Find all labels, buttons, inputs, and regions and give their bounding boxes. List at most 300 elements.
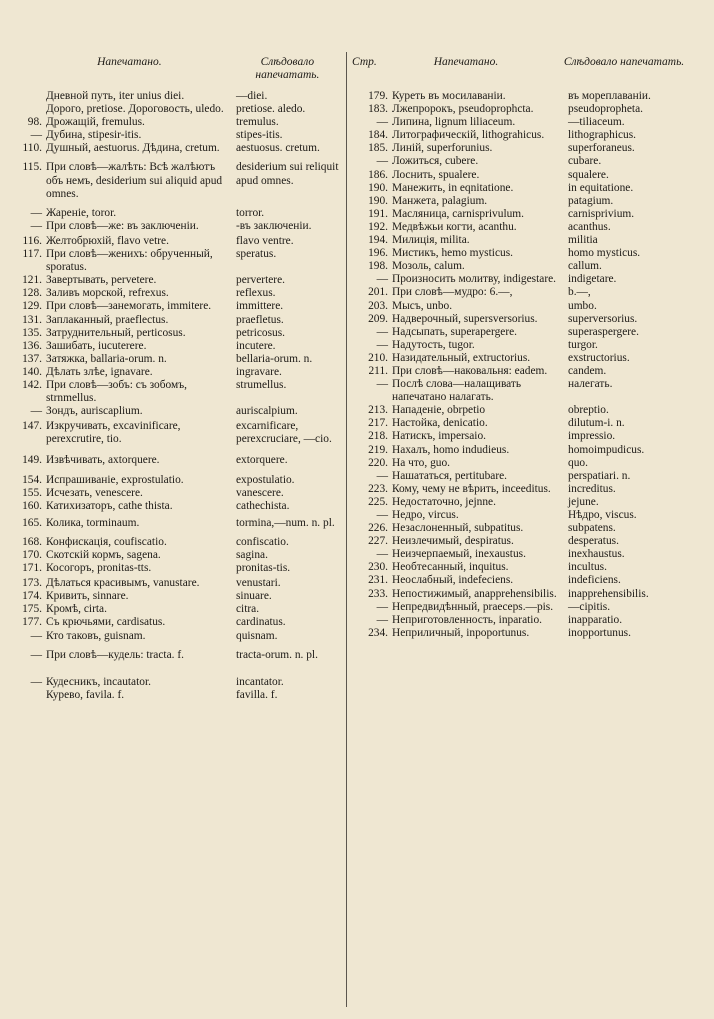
page-number: 170. — [22, 549, 42, 561]
printed-text: При словѣ—женихъ: обрученный, sporatus. — [46, 248, 213, 274]
page-number: 217. — [368, 417, 388, 430]
errata-row — [12, 420, 342, 446]
printed-text: На что, guo. — [392, 456, 451, 469]
page-number: 185. — [368, 142, 388, 155]
correction-text: praefletus. — [236, 313, 284, 326]
right-header — [352, 56, 702, 90]
printed-text: Испрашиваніе, exprostulatio. — [46, 473, 184, 486]
printed-text: При словѣ—кудель: tracta. f. — [46, 648, 184, 661]
page-number: — — [376, 338, 388, 351]
page-number: 211. — [368, 364, 388, 377]
printed-text: Натискъ, impersaio. — [392, 430, 487, 443]
errata-row — [12, 340, 342, 353]
printed-text: Душный, aestuorus. Дѣдина, cretum. — [46, 142, 220, 155]
errata-row — [12, 327, 342, 340]
page-number: 173. — [22, 577, 42, 590]
correction-text: въ мореплаваніи. — [568, 90, 651, 102]
printed-text: Кто таковъ, guisnam. — [46, 629, 146, 642]
page-number: 231. — [368, 574, 388, 587]
correction-text: quo. — [568, 456, 588, 469]
errata-row — [352, 470, 702, 483]
printed-text: При словѣ—жалѣть: Всѣ жалѣютъ объ немъ, desiderium sui aliquid apud omnes. — [46, 161, 223, 200]
printed-text: Манежить, in eqnitatione. — [392, 181, 514, 194]
correction-text: tremulus. — [236, 116, 279, 129]
page-number: 140. — [22, 365, 42, 378]
correction-text: superversorius. — [568, 312, 638, 325]
errata-row — [352, 509, 702, 522]
errata-row — [12, 90, 342, 103]
errata-row — [12, 689, 342, 702]
errata-row — [352, 221, 702, 234]
correction-text: exstructorius. — [568, 351, 630, 364]
correction-text: lithographicus. — [568, 129, 637, 142]
page-number: 142. — [22, 378, 42, 391]
errata-row — [12, 517, 342, 530]
correction-text: reflexus. — [236, 287, 276, 300]
page-number: 171. — [22, 562, 42, 575]
errata-row — [352, 430, 702, 443]
printed-text: При словѣ—наковальня: eadem. — [392, 364, 548, 377]
page-number: 225. — [368, 495, 388, 508]
correction-text: bellaria-orum. n. — [236, 352, 313, 365]
errata-row — [352, 574, 702, 587]
errata-row — [12, 129, 342, 142]
errata-row — [352, 260, 702, 273]
errata-row — [352, 352, 702, 365]
correction-text: stipes-itis. — [236, 129, 283, 142]
page-number: 115. — [22, 161, 42, 174]
errata-row — [352, 273, 702, 286]
correction-text: turgor. — [568, 338, 598, 351]
errata-row — [12, 590, 342, 603]
correction-text: quisnam. — [236, 629, 278, 642]
correction-text: indigetare. — [568, 273, 617, 286]
printed-text: Надутость, tugor. — [392, 338, 475, 351]
errata-row — [352, 234, 702, 247]
correction-text: superforaneus. — [568, 142, 635, 155]
page-number: 201. — [368, 286, 388, 299]
printed-text: Зондъ, auriscaplium. — [46, 405, 143, 418]
page-number: 209. — [368, 312, 388, 325]
errata-row — [352, 365, 702, 378]
errata-row — [12, 161, 342, 200]
printed-text: Назидательный, extructorius. — [392, 351, 531, 364]
page-number: 117. — [22, 248, 42, 261]
errata-row — [12, 353, 342, 366]
page-number: 223. — [368, 482, 388, 495]
errata-row — [12, 474, 342, 487]
printed-text: Масляница, carnisprivulum. — [392, 207, 525, 220]
errata-row — [352, 535, 702, 548]
correction-text: b.—, — [568, 286, 591, 299]
correction-text: desperatus. — [568, 535, 619, 548]
correction-text: ingravare. — [236, 365, 282, 378]
correction-text: pretiose. aledo. — [236, 103, 306, 116]
printed-text: Неизчерпаемый, inexaustus. — [392, 548, 526, 561]
header-should: Слѣдовало напечатать. — [255, 56, 320, 81]
printed-text: Катихизаторъ, cathe thista. — [46, 499, 173, 512]
correction-text: dilutum-i. n. — [568, 417, 625, 430]
correction-text: jejune. — [568, 495, 599, 508]
errata-row — [352, 522, 702, 535]
errata-row — [12, 500, 342, 513]
page-number: — — [376, 613, 388, 626]
printed-text: При словѣ—зобъ: съ зобомъ, strnmellus. — [46, 378, 187, 405]
printed-text: Кудесникъ, incautator. — [46, 675, 151, 688]
correction-text: patagium. — [568, 194, 614, 207]
page-number: 220. — [368, 456, 388, 469]
printed-text: Завертывать, pervetere. — [46, 274, 157, 287]
correction-text: flavo ventre. — [236, 234, 294, 247]
correction-text: excarnificare, perexcruciare, —cio. — [236, 420, 332, 446]
printed-text: Надсыпать, superapergere. — [392, 325, 518, 338]
errata-row — [12, 676, 342, 689]
printed-text: Скотскій кормъ, sagena. — [46, 549, 161, 561]
correction-text: налегать. — [568, 378, 613, 391]
page-number: 149. — [22, 454, 42, 467]
correction-text: acanthus. — [568, 220, 611, 233]
printed-text: Неизлечимый, despiratus. — [392, 535, 514, 548]
correction-text: subpatens. — [568, 522, 616, 535]
page-number: — — [376, 469, 388, 482]
printed-text: Мозоль, calum. — [392, 260, 465, 273]
page-number: 203. — [368, 299, 388, 312]
printed-text: Съ крючьями, cardisatus. — [46, 616, 166, 629]
page-number: 190. — [368, 181, 388, 194]
errata-row — [12, 454, 342, 467]
errata-row — [12, 616, 342, 629]
errata-row — [12, 366, 342, 379]
errata-row — [352, 300, 702, 313]
page-number: 191. — [368, 207, 388, 220]
printed-text: Куреть въ мосилаваніи. — [392, 90, 506, 102]
page-number: — — [30, 129, 42, 142]
correction-text: inopportunus. — [568, 626, 631, 639]
correction-text: desiderium sui reliquit apud omnes. — [236, 161, 339, 187]
page-number: 168. — [22, 535, 42, 548]
right-rows — [352, 90, 702, 640]
printed-text: Недро, vircus. — [392, 509, 459, 521]
correction-text: extorquere. — [236, 454, 288, 467]
correction-text: pronitas-tis. — [236, 562, 291, 575]
printed-text: Кромѣ, cirta. — [46, 603, 107, 616]
correction-text: increditus. — [568, 482, 616, 495]
header-page: Стр. — [352, 56, 377, 68]
page-number: 116. — [22, 234, 42, 247]
printed-text: Дѣлаться красивымъ, vanustare. — [46, 577, 200, 590]
correction-text: strumellus. — [236, 378, 287, 391]
page-number: 154. — [22, 473, 42, 486]
errata-row — [352, 90, 702, 103]
correction-text: —tiliaceum. — [568, 116, 625, 129]
page-number: — — [376, 273, 388, 286]
errata-row — [352, 142, 702, 155]
printed-text: Дѣлать злѣе, ignavare. — [46, 365, 153, 378]
printed-text: Нашататься, pertitubare. — [392, 469, 508, 482]
printed-text: При словѣ—же: въ заключеніи. — [46, 219, 199, 232]
page-number: — — [376, 325, 388, 338]
page-number: 160. — [22, 499, 42, 512]
errata-row — [12, 103, 342, 116]
errata-row — [12, 649, 342, 662]
errata-row — [352, 195, 702, 208]
correction-text: incantator. — [236, 675, 284, 688]
correction-text: inapprehensibilis. — [568, 587, 649, 600]
header-should: Слѣдовало напечатать. — [563, 56, 685, 68]
correction-text: confiscatio. — [236, 535, 289, 548]
page-number: 234. — [368, 626, 388, 639]
correction-text: inexhaustus. — [568, 548, 625, 561]
errata-row — [352, 103, 702, 116]
page-number: 190. — [368, 194, 388, 207]
correction-text: militia — [568, 234, 598, 247]
page-number: 198. — [368, 260, 388, 273]
errata-row — [352, 417, 702, 430]
page-number: 196. — [368, 247, 388, 260]
page-number: 183. — [368, 103, 388, 116]
printed-text: Нахалъ, homo indudieus. — [392, 443, 510, 456]
correction-text: incutere. — [236, 339, 276, 352]
printed-text: Манжета, palagium. — [392, 194, 488, 207]
errata-row — [12, 287, 342, 300]
page-number: 110. — [22, 142, 42, 155]
printed-text: Надверочный, supersversorius. — [392, 312, 538, 325]
correction-text: sinuare. — [236, 590, 272, 603]
page-number: 213. — [368, 404, 388, 417]
correction-text: torror. — [236, 206, 265, 219]
printed-text: Изкручивать, excavinificare, perexcrutire, tio. — [46, 420, 181, 446]
errata-row — [352, 601, 702, 614]
printed-text: Кривить, sinnare. — [46, 590, 129, 603]
errata-row — [352, 208, 702, 221]
page-number: — — [376, 155, 388, 168]
printed-text: Дорого, pretiose. Дороговость, uledo. — [46, 103, 224, 116]
printed-text: Лжепророкъ, pseudoprophcta. — [392, 103, 534, 116]
correction-text: pseudopropheta. — [568, 103, 643, 116]
correction-text: callum. — [568, 260, 602, 273]
errata-row — [12, 207, 342, 220]
correction-text: vanescere. — [236, 486, 284, 499]
page-number: 230. — [368, 561, 388, 574]
correction-text: venustari. — [236, 577, 281, 590]
page-number: — — [376, 378, 388, 391]
page-number: 129. — [22, 300, 42, 313]
errata-row — [352, 614, 702, 627]
page-number: 131. — [22, 313, 42, 326]
page-number: 233. — [368, 587, 388, 600]
page-number: — — [30, 206, 42, 219]
page-number: 227. — [368, 535, 388, 548]
printed-text: Исчезать, venescere. — [46, 486, 143, 499]
errata-row — [352, 561, 702, 574]
correction-text: -въ заключеніи. — [236, 219, 312, 232]
page-number: — — [30, 629, 42, 642]
printed-text: Недостаточно, jejnne. — [392, 495, 496, 508]
correction-text: homoimpudicus. — [568, 443, 645, 456]
printed-text: Непредвидѣнный, praeceps.—pis. — [392, 600, 554, 613]
errata-row — [12, 220, 342, 233]
errata-row — [12, 562, 342, 575]
printed-text: Незаслоненный, subpatitus. — [392, 522, 524, 535]
correction-text: —diei. — [236, 90, 268, 102]
errata-row — [12, 630, 342, 643]
printed-text: Курево, favila. f. — [46, 688, 125, 701]
page-number: 128. — [22, 287, 42, 300]
page-number: 194. — [368, 234, 388, 247]
printed-text: Затяжка, ballaria-orum. n. — [46, 352, 167, 365]
errata-row — [352, 129, 702, 142]
printed-text: Косогоръ, pronitas-tts. — [46, 562, 152, 575]
page-number: — — [376, 116, 388, 129]
page-number: 186. — [368, 168, 388, 181]
page-number: 184. — [368, 129, 388, 142]
correction-text: pervertere. — [236, 274, 286, 287]
printed-text: Неослабный, indefeciens. — [392, 574, 514, 587]
printed-text: Неприготовленность, inparatio. — [392, 613, 543, 626]
correction-text: petricosus. — [236, 326, 286, 339]
header-printed: Напечатано. — [433, 56, 499, 68]
errata-row — [12, 235, 342, 248]
correction-text: immittere. — [236, 300, 284, 313]
errata-row — [352, 457, 702, 470]
correction-text: squalere. — [568, 168, 609, 181]
page-number: — — [376, 509, 388, 521]
errata-row — [12, 300, 342, 313]
errata-row — [352, 182, 702, 195]
printed-text: Дубина, stipesir-itis. — [46, 129, 142, 142]
errata-row — [12, 536, 342, 549]
printed-text: Заливъ морской, refrexus. — [46, 287, 169, 300]
page-number: 219. — [368, 443, 388, 456]
printed-text: Необтесанный, inquitus. — [392, 561, 509, 574]
errata-row — [352, 588, 702, 601]
errata-row — [352, 247, 702, 260]
errata-row — [352, 483, 702, 496]
page-number: 226. — [368, 522, 388, 535]
correction-text: cubare. — [568, 155, 602, 168]
correction-text: inapparatio. — [568, 613, 623, 626]
left-header — [12, 56, 342, 90]
errata-row — [12, 314, 342, 327]
printed-text: Медвѣжьи когти, acanthu. — [392, 220, 517, 233]
errata-row — [12, 577, 342, 590]
correction-text: favilla. f. — [236, 688, 278, 701]
errata-row — [352, 116, 702, 129]
errata-row — [352, 286, 702, 299]
errata-row — [352, 548, 702, 561]
printed-text: При словѣ—мудро: 6.—, — [392, 286, 513, 299]
printed-text: Дрожащій, fremulus. — [46, 116, 145, 129]
correction-text: cardinatus. — [236, 616, 286, 629]
page-number: 137. — [22, 352, 42, 365]
printed-text: Мысъ, unbo. — [392, 299, 453, 312]
correction-text: superaspergere. — [568, 325, 639, 338]
printed-text: Мистикъ, hemo mysticus. — [392, 247, 513, 260]
page-number: — — [30, 648, 42, 661]
page-number: 174. — [22, 590, 42, 603]
printed-text: Ложиться, cubere. — [392, 155, 479, 168]
printed-text: Конфискація, coufiscatio. — [46, 535, 167, 548]
printed-text: Зашибать, iucuterere. — [46, 339, 147, 352]
correction-text: speratus. — [236, 248, 277, 261]
printed-text: Липина, lignum liliaceum. — [392, 116, 516, 129]
printed-text: Непостижимый, anapprehensibilis. — [392, 587, 557, 600]
page-number: — — [30, 405, 42, 418]
correction-text: obreptio. — [568, 404, 609, 417]
printed-text: Настойка, denicatio. — [392, 417, 488, 430]
correction-text: sagina. — [236, 549, 268, 561]
page-number: 179. — [368, 90, 388, 102]
correction-text: expostulatio. — [236, 473, 295, 486]
correction-text: tormina,—num. n. pl. — [236, 516, 335, 529]
printed-text: Неприличный, inpoportunus. — [392, 626, 530, 639]
errata-row — [352, 339, 702, 352]
correction-text: incultus. — [568, 561, 607, 574]
errata-row — [12, 116, 342, 129]
errata-row — [12, 405, 342, 418]
page-number: 210. — [368, 351, 388, 364]
errata-row — [352, 155, 702, 168]
page-number: 165. — [22, 516, 42, 529]
correction-text: cathechista. — [236, 499, 290, 512]
right-column — [352, 56, 702, 640]
errata-row — [352, 326, 702, 339]
printed-text: Литографическій, lithograhicus. — [392, 129, 545, 142]
errata-row — [12, 248, 342, 274]
correction-text: perspatiari. n. — [568, 469, 631, 482]
errata-row — [352, 169, 702, 182]
printed-text: Заплаканный, praeflectus. — [46, 313, 169, 326]
printed-text: Желтобрюхій, flavo vetre. — [46, 234, 169, 247]
correction-text: in equitatione. — [568, 181, 634, 194]
page-number: — — [376, 600, 388, 613]
printed-text: Жареніе, toror. — [46, 206, 117, 219]
printed-text: Затруднительный, perticosus. — [46, 326, 186, 339]
printed-text: Милиція, milita. — [392, 234, 470, 247]
errata-row — [352, 404, 702, 417]
correction-text: tracta-orum. n. pl. — [236, 648, 318, 661]
errata-row — [352, 496, 702, 509]
errata-row — [12, 487, 342, 500]
printed-text: Дневной путь, iter unius diei. — [46, 90, 185, 102]
correction-text: homo mysticus. — [568, 247, 641, 260]
page-number: 147. — [22, 420, 42, 433]
printed-text: Произносить молитву, indigestare. — [392, 273, 557, 286]
printed-text: При словѣ—занемогать, immitere. — [46, 300, 212, 313]
errata-row — [352, 627, 702, 640]
printed-text: Линій, superforunius. — [392, 142, 493, 155]
printed-text: Послѣ слова—налащивать напечатано налагать. — [392, 378, 522, 404]
errata-row — [352, 444, 702, 457]
errata-row — [12, 549, 342, 562]
errata-row — [352, 313, 702, 326]
correction-text: umbo. — [568, 299, 597, 312]
printed-text: Извѣчивать, axtorquere. — [46, 454, 160, 467]
page-number: — — [30, 675, 42, 688]
correction-text: aestuosus. cretum. — [236, 142, 320, 155]
page-number: 192. — [368, 220, 388, 233]
page-number: 135. — [22, 326, 42, 339]
page-number: 218. — [368, 430, 388, 443]
left-column — [12, 56, 342, 702]
page-number: 155. — [22, 486, 42, 499]
page-number: 177. — [22, 616, 42, 629]
errata-row — [12, 379, 342, 405]
printed-text: Кому, чему не вѣрить, inceeditus. — [392, 482, 551, 495]
errata-row — [12, 603, 342, 616]
errata-row — [12, 274, 342, 287]
page-number: 121. — [22, 274, 42, 287]
